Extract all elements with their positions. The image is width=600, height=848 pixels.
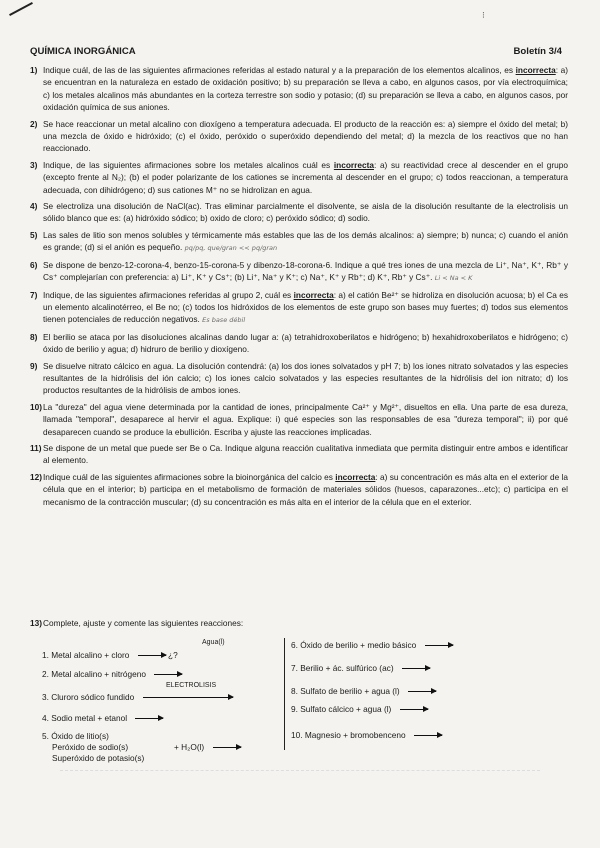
faint-bleedthrough xyxy=(60,770,540,811)
reaction-condition: Agua(l) xyxy=(202,639,225,646)
keyword-incorrecta: incorrecta xyxy=(333,159,374,170)
question-number: 11) xyxy=(30,442,42,453)
reaction-1 xyxy=(42,650,178,660)
reaction-label: 8. Sulfato de berilio + agua (l) xyxy=(291,686,400,696)
question-8 xyxy=(30,331,568,356)
question-text: La "dureza" del agua viene determinada por la cantidad de iones, principalmente Ca²⁺ y Mg²⁺, disueltos en ella. Una parte de esa dureza, llamada "temporal", desaparece al hervir el agua. Explique: i) qué especies son las responsables de esa "dureza temporal"; ii) por qué desaparecen cuando se produce la ebullición. Escriba y ajuste las reacciones implicadas. xyxy=(43,401,568,437)
arrow-icon xyxy=(135,718,163,719)
reaction-reagent: + H₂O(l) xyxy=(174,742,205,752)
reaction-label: 5. Óxido de litio(s) xyxy=(42,731,109,741)
question-10 xyxy=(30,401,568,438)
reaction-label: 4. Sodio metal + etanol xyxy=(42,713,128,723)
question-text: Se disuelve nitrato cálcico en agua. La disolución contendrá: (a) los dos iones solvatados y pH 7; b) los iones nitrato solvatados y las especies resultantes de la hidrólisis del ión calcio; c) los iones calcio solvatados y las especies resultantes de la hidrólisis del ion nitrato; d) los productos resultantes de la hidrólisis de ambos iones. xyxy=(43,360,568,396)
question-9 xyxy=(30,360,568,397)
reaction-9 xyxy=(291,704,428,714)
reaction-condition: ELECTROLISIS xyxy=(166,682,217,689)
question-text: Indique cuál de las siguientes afirmaciones sobre la bioinorgánica del calcio es xyxy=(43,471,336,482)
arrow-icon xyxy=(414,735,442,736)
question-text: Indique, de las siguientes afirmaciones sobre los metales alcalinos cuál es xyxy=(43,159,334,170)
arrow-icon xyxy=(408,691,436,692)
reaction-label: 3. Cluroro sódico fundido xyxy=(42,692,135,702)
question-6 xyxy=(30,259,568,285)
reaction-4 xyxy=(42,713,163,723)
question-number: 13) xyxy=(30,618,42,628)
keyword-incorrecta: incorrecta xyxy=(335,471,376,482)
course-title: QUÍMICA INORGÁNICA xyxy=(30,46,136,57)
question-number: 10) xyxy=(30,401,42,412)
question-7 xyxy=(30,289,568,327)
question-number: 5) xyxy=(30,229,38,240)
question-12 xyxy=(30,471,568,508)
question-13 xyxy=(30,618,570,628)
question-number: 4) xyxy=(30,201,38,212)
question-text: : a) su concentración es más alta en el exterior de la célula que en el interior; b) participa en el metabolismo de formación de materiales sólidos (huesos, caparazones...etc); c) participa en el mecanismo de la contracción muscular; (d) su concentración es más alta en el interior de la célula que en el exterior. xyxy=(43,471,568,507)
reaction-6 xyxy=(291,640,453,650)
question-text: Se dispone de benzo-12-corona-4, benzo-15-corona-5 y dibenzo-18-corona-6. Indique a qué tres iones de una mezcla de Li⁺, Na⁺, K⁺, Rb⁺ y Cs⁺ complejarían con preferencia: a) Li⁺, K⁺ y Cs⁺; (b) Li⁺, Na⁺ y K⁺; c) Na⁺, K⁺ y Rb⁺; d) K⁺, Rb⁺ y Cs⁺. xyxy=(43,259,568,283)
keyword-incorrecta: incorrecta xyxy=(515,65,556,75)
reaction-5-reagent xyxy=(174,742,241,752)
keyword-incorrecta: incorrecta xyxy=(293,289,334,300)
question-2 xyxy=(30,118,568,155)
question-number: 12) xyxy=(30,471,42,482)
reaction-label: Superóxido de potasio(s) xyxy=(52,753,145,763)
reaction-3 xyxy=(42,692,233,702)
question-text: Se electroliza una disolución de NaCl(ac). Tras eliminar parcialmente el disolvente, se aisla de la disolución resultante de la electrolisis un sólido blanco que es: (a) hidróxido sódico; b) oxido de cloro; c) peróxido sódico; d) sodio. xyxy=(43,201,568,224)
question-1 xyxy=(30,64,568,114)
question-text: Indique cuál, de las de las siguientes afirmaciones referidas al estado natural y a la preparación de los elementos alcalinos, es xyxy=(43,65,516,75)
arrow-icon xyxy=(154,674,182,675)
reactions-section xyxy=(30,618,570,763)
question-text: Complete, ajuste y comente las siguientes reacciones: xyxy=(43,618,244,628)
handwritten-note: Es base débil xyxy=(202,316,246,325)
reaction-label: 7. Berilio + ác. sulfúrico (ac) xyxy=(291,663,394,673)
question-number: 1) xyxy=(30,65,38,75)
reaction-label: 6. Óxido de berilio + medio básico xyxy=(291,640,417,650)
reaction-label: 1. Metal alcalino + cloro xyxy=(42,650,130,660)
question-number: 6) xyxy=(30,259,38,270)
reaction-5 xyxy=(42,731,144,764)
question-text: Se dispone de un metal que puede ser Be o Ca. Indique alguna reacción cualitativa inmediata que permita distinguir entre ambos e identificar al elemento. xyxy=(43,442,568,466)
question-number: 9) xyxy=(30,360,38,371)
page-header xyxy=(30,46,570,57)
question-text: Las sales de litio son menos solubles y térmicamente más estables que las de los demás alcalinos: a) siempre; b) nunca; c) cuando el anión es grande; (d) si el anión es pequeño. xyxy=(43,229,568,253)
stray-mark: ⁝ xyxy=(482,10,485,20)
reaction-label: 9. Sulfato cálcico + agua (l) xyxy=(291,704,392,714)
reaction-2 xyxy=(42,669,182,679)
arrow-icon xyxy=(425,645,453,646)
question-text: : a) el catión Be²⁺ se hidroliza en disolución acuosa; b) el Ca es un elemento alcalinotérreo, el Be no; (c) todos los hidróxidos de los elementos de este grupo son bases muy fuertes; d) todos sus elementos tienen potenciales de reducción negativos. xyxy=(43,289,568,325)
question-text: Indique, de las siguientes afirmaciones referidas al grupo 2, cuál es xyxy=(43,289,294,300)
arrow-icon xyxy=(402,668,430,669)
reaction-10 xyxy=(291,730,442,740)
question-number: 8) xyxy=(30,331,38,342)
question-number: 2) xyxy=(30,118,38,129)
question-3 xyxy=(30,159,568,196)
arrow-icon xyxy=(143,697,233,698)
question-4 xyxy=(30,200,568,225)
reaction-label: Peróxido de sodio(s) xyxy=(52,742,129,752)
reaction-8 xyxy=(291,686,436,696)
arrow-icon xyxy=(138,655,166,656)
reaction-product: ¿? xyxy=(168,650,178,660)
reaction-label: 10. Magnesio + bromobenceno xyxy=(291,730,406,740)
reaction-7 xyxy=(291,663,430,673)
reactions-right-column xyxy=(284,638,571,750)
question-number: 7) xyxy=(30,289,38,300)
arrow-icon xyxy=(213,747,241,748)
question-5 xyxy=(30,229,568,255)
question-text: : a) su reactividad crece al descender en el grupo (excepto frente al N₂); (b) el poder polarizante de los cationes se incrementa al descender en el grupo; c) todos reaccionan, a temperatura adecuada, con dihidrógeno; d) sus cationes M⁺ no se hidrolizan en agua. xyxy=(43,159,568,195)
arrow-icon xyxy=(400,709,428,710)
question-list xyxy=(30,64,568,512)
question-11 xyxy=(30,442,568,467)
sheet-number: Boletín 3/4 xyxy=(513,46,562,57)
question-number: 3) xyxy=(30,159,38,170)
question-text: : a) se encuentran en la naturaleza en estado de oxidación positivo; b) su preparación se lleva a cabo, en algunos casos, por vía electroquímica; c) los metales alcalinos más abundantes en la corteza terrestre son sodio y potasio; (d) su preparación se lleva a cabo, en algunos casos, por oxidación química de sus aniones. xyxy=(43,65,568,113)
reaction-label: 2. Metal alcalino + nitrógeno xyxy=(42,669,147,679)
pen-mark xyxy=(9,2,33,16)
question-text: El berilio se ataca por las disoluciones alcalinas dando lugar a: (a) tetrahidroxoberilatos e hidrógeno; b) hexahidroxoberilatos e hidrógeno; c) óxido de berilio y agua; d) hidruro de berilio y dioxígeno. xyxy=(43,331,568,355)
handwritten-note: Li < Na < K xyxy=(434,274,473,283)
question-text: Se hace reaccionar un metal alcalino con dioxígeno a temperatura adecuada. El producto de la reacción es: a) siempre el óxido del metal; b) una mezcla de óxido e hidróxido; (c) el óxido, peróxido o superóxido dependiendo del metal; d) la mezcla de los reactivos que no han reaccionado. xyxy=(43,118,568,154)
handwritten-note: pq/pq, que/gran << pq/gran xyxy=(184,244,278,253)
